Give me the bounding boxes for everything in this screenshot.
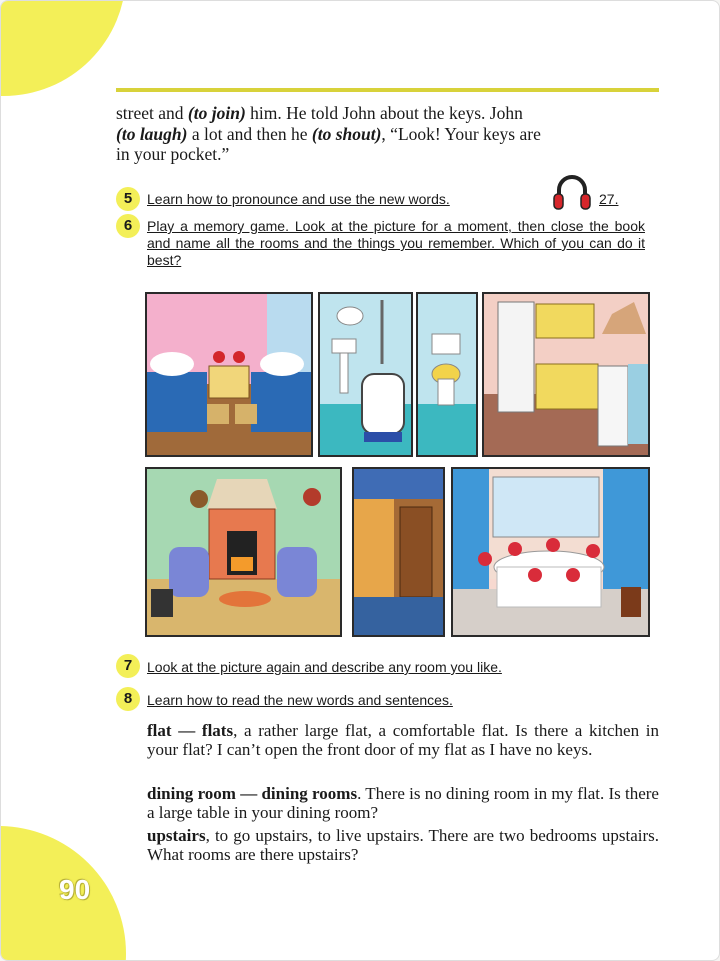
room-toilet <box>416 292 478 457</box>
room-hall <box>352 467 445 637</box>
header-rule <box>116 88 659 92</box>
exercise-5-text: Learn how to pronounce and use the new words. <box>147 191 450 207</box>
exercise-number: 5 <box>116 187 140 211</box>
story-text: a lot and then he <box>187 124 312 144</box>
story-text: street and <box>116 103 188 123</box>
exercise-8-text: Learn how to read the new words and sentences. <box>147 692 453 708</box>
page-number: 90 <box>59 874 91 905</box>
vocab-entry-dining-room <box>147 784 659 822</box>
story-line <box>116 103 659 124</box>
room-kitchen <box>482 292 650 457</box>
exercise-number: 8 <box>116 687 140 711</box>
vocab-examples: , a rather large flat, a comfortable flat. Is there a kitchen in your flat? I can’t open the front door of my flat as I have no keys. <box>147 721 659 759</box>
story-line <box>116 124 659 145</box>
room-living-room <box>145 467 342 637</box>
story-line <box>116 144 659 165</box>
vocab-entry-upstairs <box>147 826 659 864</box>
vocab-term: dining room — dining rooms <box>147 784 358 803</box>
room-dining-room <box>451 467 650 637</box>
vocab-entry-flat <box>147 721 659 759</box>
story-text: , “Look! Your keys are <box>381 124 541 144</box>
exercise-6-text: Play a memory game. Look at the picture for a moment, then close the book and name all the rooms and the things you remember. Which of you can do it best? <box>147 218 645 268</box>
decor-circle-top <box>0 0 126 96</box>
story-text: him. He told John about the keys. John <box>245 103 523 123</box>
vocab-examples: . There is no dining room in my flat. Is there a large table in your dining room? <box>147 784 659 822</box>
room-bedroom <box>145 292 313 457</box>
headphones-icon <box>553 172 591 212</box>
exercise-7-text: Look at the picture again and describe any room you like. <box>147 659 502 675</box>
story-text: in your pocket.” <box>116 144 230 164</box>
verb-prompt: (to shout) <box>311 124 382 144</box>
vocab-examples: , to go upstairs, to live upstairs. There are two bedrooms upstairs. What rooms are there upstairs? <box>147 826 659 864</box>
exercise-number: 7 <box>116 654 140 678</box>
verb-prompt: (to join) <box>187 103 246 123</box>
exercise-number: 6 <box>116 214 140 238</box>
vocab-term: upstairs <box>147 826 206 845</box>
room-bathroom <box>318 292 413 457</box>
verb-prompt: (to laugh) <box>116 124 188 144</box>
vocab-term: flat — flats <box>147 721 234 740</box>
audio-track-number: 27. <box>599 191 619 207</box>
